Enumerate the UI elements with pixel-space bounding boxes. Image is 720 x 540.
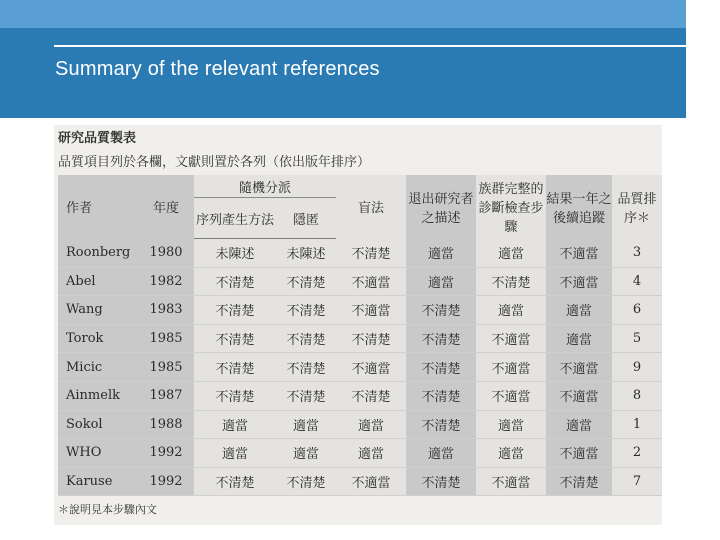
cell-seq: 適當 — [194, 410, 276, 439]
header-dropout: 退出研究者之描述 — [406, 175, 476, 239]
table-row — [58, 267, 662, 296]
doc-title: 研究品質製表 — [58, 131, 137, 146]
cell-seq: 不清楚 — [194, 267, 276, 296]
cell-author: Roonberg — [58, 239, 138, 268]
cell-followup: 不適當 — [546, 267, 612, 296]
cell-dropout: 不清楚 — [406, 324, 476, 353]
cell-year: 1983 — [138, 296, 194, 325]
cell-rank: 8 — [612, 381, 662, 410]
table-row — [58, 239, 662, 268]
cell-dropout: 適當 — [406, 439, 476, 468]
cell-blind: 不適當 — [336, 296, 406, 325]
cell-diag: 不適當 — [476, 353, 546, 382]
cell-rank: 2 — [612, 439, 662, 468]
cell-blind: 適當 — [336, 439, 406, 468]
cell-diag: 不適當 — [476, 467, 546, 496]
cell-seq: 適當 — [194, 439, 276, 468]
header-blind: 盲法 — [336, 175, 406, 239]
slide-title: Summary of the relevant references — [55, 58, 380, 80]
cell-dropout: 不清楚 — [406, 410, 476, 439]
header-top-band — [0, 0, 720, 28]
cell-diag: 適當 — [476, 296, 546, 325]
table-header-row-1 — [58, 175, 662, 198]
cell-followup: 適當 — [546, 296, 612, 325]
cell-blind: 不清楚 — [336, 381, 406, 410]
cell-year: 1985 — [138, 324, 194, 353]
cell-blind: 適當 — [336, 410, 406, 439]
cell-seq: 不清楚 — [194, 467, 276, 496]
header-author: 作者 — [58, 175, 138, 239]
doc-footnote: ＊說明見本步驟內文 — [58, 503, 157, 516]
cell-rank: 6 — [612, 296, 662, 325]
table-row — [58, 439, 662, 468]
cell-author: Sokol — [58, 410, 138, 439]
cell-diag: 適當 — [476, 239, 546, 268]
cell-conceal: 適當 — [276, 410, 336, 439]
cell-blind: 不清楚 — [336, 239, 406, 268]
cell-conceal: 未陳述 — [276, 239, 336, 268]
header-concealment: 隱匿 — [276, 198, 336, 239]
cell-year: 1982 — [138, 267, 194, 296]
cell-followup: 不清楚 — [546, 467, 612, 496]
table-row — [58, 381, 662, 410]
cell-conceal: 不清楚 — [276, 267, 336, 296]
header-year: 年度 — [138, 175, 194, 239]
cell-dropout: 適當 — [406, 239, 476, 268]
header-random-group: 隨機分派 — [194, 175, 336, 198]
doc-subtitle: 品質項目列於各欄，文獻則置於各列（依出版年排序） — [58, 155, 371, 170]
cell-author: Abel — [58, 267, 138, 296]
cell-rank: 4 — [612, 267, 662, 296]
cell-year: 1992 — [138, 439, 194, 468]
cell-conceal: 不清楚 — [276, 467, 336, 496]
cell-author: Torok — [58, 324, 138, 353]
cell-seq: 不清楚 — [194, 353, 276, 382]
quality-table — [58, 175, 662, 496]
cell-rank: 1 — [612, 410, 662, 439]
header-sequence: 序列產生方法 — [194, 198, 276, 239]
cell-author: WHO — [58, 439, 138, 468]
cell-rank: 7 — [612, 467, 662, 496]
cell-dropout: 不清楚 — [406, 353, 476, 382]
cell-seq: 不清楚 — [194, 324, 276, 353]
cell-diag: 不適當 — [476, 381, 546, 410]
cell-diag: 不適當 — [476, 324, 546, 353]
cell-diag: 不清楚 — [476, 267, 546, 296]
cell-followup: 適當 — [546, 324, 612, 353]
table-row — [58, 353, 662, 382]
scanned-table-image — [54, 125, 662, 525]
header-diagnosis: 族群完整的診斷檢查步驟 — [476, 175, 546, 239]
cell-conceal: 適當 — [276, 439, 336, 468]
cell-blind: 不適當 — [336, 353, 406, 382]
cell-year: 1988 — [138, 410, 194, 439]
cell-author: Wang — [58, 296, 138, 325]
cell-year: 1980 — [138, 239, 194, 268]
cell-seq: 未陳述 — [194, 239, 276, 268]
cell-rank: 5 — [612, 324, 662, 353]
cell-author: Ainmelk — [58, 381, 138, 410]
header-corner — [686, 0, 720, 28]
cell-conceal: 不清楚 — [276, 353, 336, 382]
cell-followup: 適當 — [546, 410, 612, 439]
table-row — [58, 296, 662, 325]
cell-conceal: 不清楚 — [276, 324, 336, 353]
cell-year: 1992 — [138, 467, 194, 496]
cell-author: Micic — [58, 353, 138, 382]
table-row — [58, 467, 662, 496]
table-row — [58, 324, 662, 353]
header-rank: 品質排序＊ — [612, 175, 662, 239]
cell-dropout: 不清楚 — [406, 296, 476, 325]
cell-diag: 適當 — [476, 410, 546, 439]
cell-rank: 9 — [612, 353, 662, 382]
cell-author: Karuse — [58, 467, 138, 496]
cell-blind: 不清楚 — [336, 324, 406, 353]
cell-dropout: 適當 — [406, 267, 476, 296]
cell-blind: 不適當 — [336, 467, 406, 496]
cell-seq: 不清楚 — [194, 381, 276, 410]
cell-dropout: 不清楚 — [406, 381, 476, 410]
cell-followup: 不適當 — [546, 381, 612, 410]
cell-diag: 適當 — [476, 439, 546, 468]
table-row — [58, 410, 662, 439]
header-rule — [54, 45, 686, 47]
cell-conceal: 不清楚 — [276, 296, 336, 325]
cell-rank: 3 — [612, 239, 662, 268]
cell-followup: 不適當 — [546, 353, 612, 382]
cell-year: 1987 — [138, 381, 194, 410]
cell-followup: 不適當 — [546, 239, 612, 268]
cell-blind: 不適當 — [336, 267, 406, 296]
cell-seq: 不清楚 — [194, 296, 276, 325]
cell-dropout: 不清楚 — [406, 467, 476, 496]
cell-year: 1985 — [138, 353, 194, 382]
cell-conceal: 不清楚 — [276, 381, 336, 410]
header-followup: 結果一年之後續追蹤 — [546, 175, 612, 239]
cell-followup: 不適當 — [546, 439, 612, 468]
